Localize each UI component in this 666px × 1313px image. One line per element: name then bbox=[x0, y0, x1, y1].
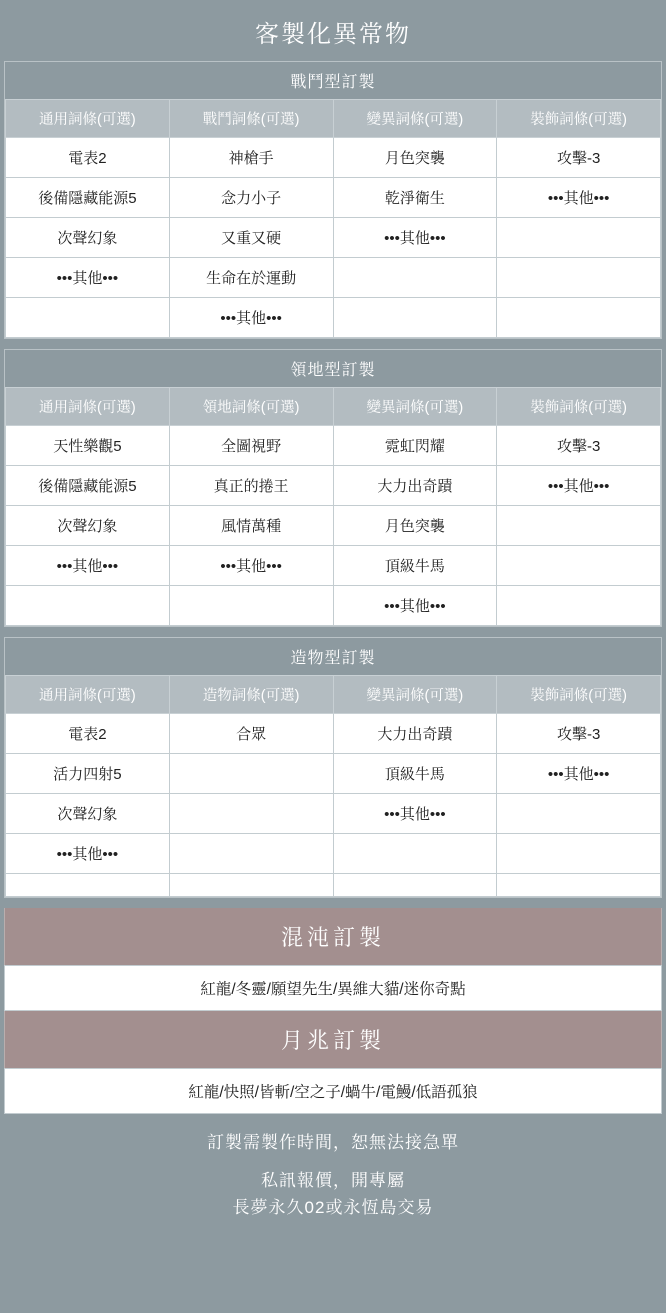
column-header: 通用詞條(可選) bbox=[6, 388, 170, 426]
table-cell: 念力小子 bbox=[169, 178, 333, 218]
table-cell bbox=[333, 874, 497, 897]
table-row bbox=[6, 714, 661, 754]
table-cell: •••其他••• bbox=[6, 546, 170, 586]
table-cell: 月色突襲 bbox=[333, 506, 497, 546]
table-cell: 霓虹閃耀 bbox=[333, 426, 497, 466]
column-header: 領地詞條(可選) bbox=[169, 388, 333, 426]
traits-table bbox=[5, 675, 661, 897]
table-cell bbox=[333, 298, 497, 338]
table-cell bbox=[497, 586, 661, 626]
table-cell bbox=[497, 834, 661, 874]
column-header: 變異詞條(可選) bbox=[333, 100, 497, 138]
table-cell: •••其他••• bbox=[333, 794, 497, 834]
table-row bbox=[6, 218, 661, 258]
section-title: 領地型訂製 bbox=[5, 350, 661, 387]
section bbox=[4, 349, 662, 627]
traits-table bbox=[5, 99, 661, 338]
table-row bbox=[6, 506, 661, 546]
table-cell: 風情萬種 bbox=[169, 506, 333, 546]
table-cell: •••其他••• bbox=[6, 258, 170, 298]
table-cell: 次聲幻象 bbox=[6, 506, 170, 546]
traits-table bbox=[5, 387, 661, 626]
table-cell: 活力四射5 bbox=[6, 754, 170, 794]
table-cell: 後備隱藏能源5 bbox=[6, 466, 170, 506]
table-header-row bbox=[6, 388, 661, 426]
footer-block bbox=[0, 1157, 666, 1227]
table-cell: 次聲幻象 bbox=[6, 218, 170, 258]
table-cell: •••其他••• bbox=[497, 754, 661, 794]
table-row bbox=[6, 586, 661, 626]
sections-container bbox=[0, 61, 666, 898]
table-cell: 全圖視野 bbox=[169, 426, 333, 466]
column-header: 通用詞條(可選) bbox=[6, 100, 170, 138]
table-cell bbox=[169, 794, 333, 834]
table-cell: 攻擊-3 bbox=[497, 138, 661, 178]
table-cell: •••其他••• bbox=[333, 218, 497, 258]
column-header: 裝飾詞條(可選) bbox=[497, 388, 661, 426]
column-header: 變異詞條(可選) bbox=[333, 676, 497, 714]
table-cell: 攻擊-3 bbox=[497, 426, 661, 466]
table-cell bbox=[169, 874, 333, 897]
table-cell bbox=[497, 218, 661, 258]
bands-container bbox=[0, 908, 666, 1114]
table-cell bbox=[6, 586, 170, 626]
table-cell: •••其他••• bbox=[497, 178, 661, 218]
table-cell bbox=[497, 874, 661, 897]
table-cell: •••其他••• bbox=[333, 586, 497, 626]
section-title: 戰鬥型訂製 bbox=[5, 62, 661, 99]
section bbox=[4, 61, 662, 339]
table-row bbox=[6, 298, 661, 338]
table-cell: 電表2 bbox=[6, 714, 170, 754]
column-header: 裝飾詞條(可選) bbox=[497, 100, 661, 138]
table-cell: 攻擊-3 bbox=[497, 714, 661, 754]
column-header: 戰鬥詞條(可選) bbox=[169, 100, 333, 138]
band-title: 月兆訂製 bbox=[4, 1011, 662, 1068]
table-cell: 生命在於運動 bbox=[169, 258, 333, 298]
table-cell: •••其他••• bbox=[169, 298, 333, 338]
table-cell: 合眾 bbox=[169, 714, 333, 754]
table-row bbox=[6, 138, 661, 178]
table-row bbox=[6, 258, 661, 298]
table-cell: •••其他••• bbox=[6, 834, 170, 874]
table-row bbox=[6, 546, 661, 586]
band-content: 紅龍/快照/皆斬/空之子/蝸牛/電鰻/低語孤狼 bbox=[4, 1068, 662, 1114]
section-title: 造物型訂製 bbox=[5, 638, 661, 675]
footer-line-2: 長夢永久02或永恆島交易 bbox=[232, 1198, 434, 1218]
table-cell: 電表2 bbox=[6, 138, 170, 178]
table-cell: 又重又硬 bbox=[169, 218, 333, 258]
table-cell bbox=[333, 834, 497, 874]
footnote-text: 訂製需製作時間，恕無法接急單 bbox=[207, 1133, 459, 1152]
table-row bbox=[6, 466, 661, 506]
table-cell: 大力出奇蹟 bbox=[333, 466, 497, 506]
table-cell bbox=[169, 586, 333, 626]
table-cell bbox=[497, 794, 661, 834]
table-cell bbox=[497, 546, 661, 586]
column-header: 裝飾詞條(可選) bbox=[497, 676, 661, 714]
table-cell bbox=[169, 754, 333, 794]
table-header-row bbox=[6, 100, 661, 138]
table-cell: 後備隱藏能源5 bbox=[6, 178, 170, 218]
table-cell: 頂級牛馬 bbox=[333, 754, 497, 794]
column-header: 變異詞條(可選) bbox=[333, 388, 497, 426]
table-cell: 次聲幻象 bbox=[6, 794, 170, 834]
table-row bbox=[6, 754, 661, 794]
table-row bbox=[6, 794, 661, 834]
table-cell: 天性樂觀5 bbox=[6, 426, 170, 466]
table-cell bbox=[6, 298, 170, 338]
table-row bbox=[6, 426, 661, 466]
table-cell: 月色突襲 bbox=[333, 138, 497, 178]
table-cell bbox=[333, 258, 497, 298]
column-header: 通用詞條(可選) bbox=[6, 676, 170, 714]
table-row bbox=[6, 834, 661, 874]
footer-line-1: 私訊報價，開專屬 bbox=[261, 1171, 405, 1190]
table-row bbox=[6, 178, 661, 218]
page-title: 客製化異常物 bbox=[255, 21, 411, 48]
table-row bbox=[6, 874, 661, 897]
section bbox=[4, 637, 662, 898]
table-cell: •••其他••• bbox=[497, 466, 661, 506]
table-cell: 頂級牛馬 bbox=[333, 546, 497, 586]
band-content: 紅龍/冬靈/願望先生/異維大貓/迷你奇點 bbox=[4, 965, 662, 1011]
table-cell bbox=[497, 506, 661, 546]
table-cell: 真正的捲王 bbox=[169, 466, 333, 506]
table-cell bbox=[6, 874, 170, 897]
column-header: 造物詞條(可選) bbox=[169, 676, 333, 714]
table-cell: •••其他••• bbox=[169, 546, 333, 586]
table-header-row bbox=[6, 676, 661, 714]
table-cell: 乾淨衛生 bbox=[333, 178, 497, 218]
table-cell: 大力出奇蹟 bbox=[333, 714, 497, 754]
band-title: 混沌訂製 bbox=[4, 908, 662, 965]
table-cell bbox=[497, 258, 661, 298]
table-cell bbox=[169, 834, 333, 874]
table-cell bbox=[497, 298, 661, 338]
table-cell: 神槍手 bbox=[169, 138, 333, 178]
